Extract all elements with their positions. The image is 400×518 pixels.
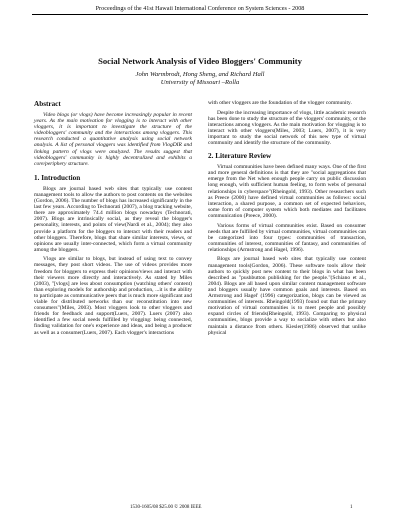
lit-paragraph-2: Various forms of virtual communities exist. Based on consumer needs that are fulfilled by virtual communities, virtual communities can be categorized into four types: communities of transaction, communities of interest, communities of fantasy, and communities of relationships (Armstrong and Hagel, 1996). bbox=[208, 222, 366, 253]
intro-heading: 1. Introduction bbox=[34, 173, 81, 182]
author-block bbox=[20, 71, 380, 87]
intro-paragraph-2: Vlogs are similar to blogs, but instead of using text to convey messages, they post short videos. The use of videos provides more freedom for bloggers to express their opinions/views and interact with their viewers more directly and interactively. As stated by Miles (2003), "[vlogs] are less about consumption (watching others' content) than exploring models for authorship and production, ...it is the ability to participate as communicative peers that is much more significant and viable for distributed networks than our reconstitution into new consumers"(Miles, 2003). Most vloggers look to other vloggers and friends for feedback and support(Luers, 2007). Luers (2007) also identified a few social needs fulfilled by vlogging: being connected, finding validation for one's experience and ideas, and being a producer as well as a consumer(Luers, 2007). Each vlogger's interactions bbox=[34, 256, 192, 336]
copyright-footer: 1530-1605/08 $25.00 © 2008 IEEE bbox=[130, 505, 202, 510]
left-column bbox=[34, 100, 192, 339]
paper-title: Social Network Analysis of Video Bloggers' Community bbox=[98, 56, 302, 66]
header-rule bbox=[32, 14, 368, 15]
affiliation: University of Missouri –Rolla bbox=[160, 79, 240, 86]
lit-paragraph-1: Virtual communities have been defined many ways. One of the first and more general definitions is that they are "social aggregations that emerge from the Net when enough people carry on public discussion long enough, with sufficient human feeling, to form webs of personal relationships in cyberspace"(Rheingold, 1993). Other researchers such as Preece (2000) have defined virtual communities as follows: social interaction, a shared purpose, a common set of expected behaviors, some form of computer system which both mediates and facilitates communication (Preece, 2000). bbox=[208, 164, 366, 219]
lit-paragraph-3: Blogs are journal based web sites that typically use content management tools(Gordon, 2006). These software tools allow their authors to quickly post new content to their blogs in what has been described as "pushbutton publishing for the people."(Schiano et al., 2004). Blogs are all based upon similar content management software and bloggers usually have common goals and interests. Based on Armstrong and Hagel' (1996) categorization, blogs can be viewed as communities of interests. Rheingold(1993) found out that the primary motivation of virtual communities is to meet people and possibly expand circles of friends(Rheingold, 1993). Comparing to physical communities, blogs provide a way to socialize with others but also maintain a distance from others. Kiesler(1986) observed that unlike physical bbox=[208, 256, 366, 336]
authors: John Warmbrodt, Hong Sheng, and Richard Hall bbox=[135, 71, 265, 78]
abstract-text: Video blogs (or vlogs) have become increasingly popular in recent years. As the main motivation for vlogging is to interact with other vloggers, it is important to investigate the structure of the videobloggers' community and the interactions among vloggers. This research conducted a quantitative analysis using social network analysis. A list of personal vloggers was identified from VlogDIR and linking pattern of vlogs were analyzed. The results suggest that videobloggers' community is highly decentralized and exhibits a core/periphery structure. bbox=[34, 112, 192, 167]
intro-paragraph-4: Despite the increasing importance of vlogs, little academic research has been done to study the structure of the vloggers' community, or the interactions among vloggers. As the main motivation for vlogging is to interact with other vloggers(Miles, 2003; Luers, 2007), it is very important to study the social network of this new type of virtual community and identify the structure of the community. bbox=[208, 109, 366, 147]
lit-review-heading: 2. Literature Review bbox=[208, 152, 272, 161]
intro-paragraph-3: with other vloggers are the foundation of the vlogger community. bbox=[208, 100, 352, 106]
page-number: 1 bbox=[350, 505, 353, 510]
running-header: Proceedings of the 41st Hawaii International Conference on System Sciences - 2008 bbox=[95, 5, 305, 12]
right-column bbox=[208, 100, 366, 339]
abstract-heading: Abstract bbox=[34, 100, 61, 108]
intro-paragraph-1: Blogs are journal based web sites that typically use content management tools to allow the authors to post contents on the websites (Gordon, 2006). The number of blogs has increased significantly in the last few years. According to Technorati (2007), a blog tracking website, there are approximately 74.4 million blogs nowadays (Technorati, 2007). Blogs are intrinsically social, as they reveal the blogger's personality, interests, and points of view(Nardi et al., 2004); they also provide a platform for the bloggers to interact with their readers and other bloggers. Therefore, blogs that share similar interests, views, or opinions are usually inter-connected, which form a virtual community among the bloggers. bbox=[34, 185, 192, 253]
